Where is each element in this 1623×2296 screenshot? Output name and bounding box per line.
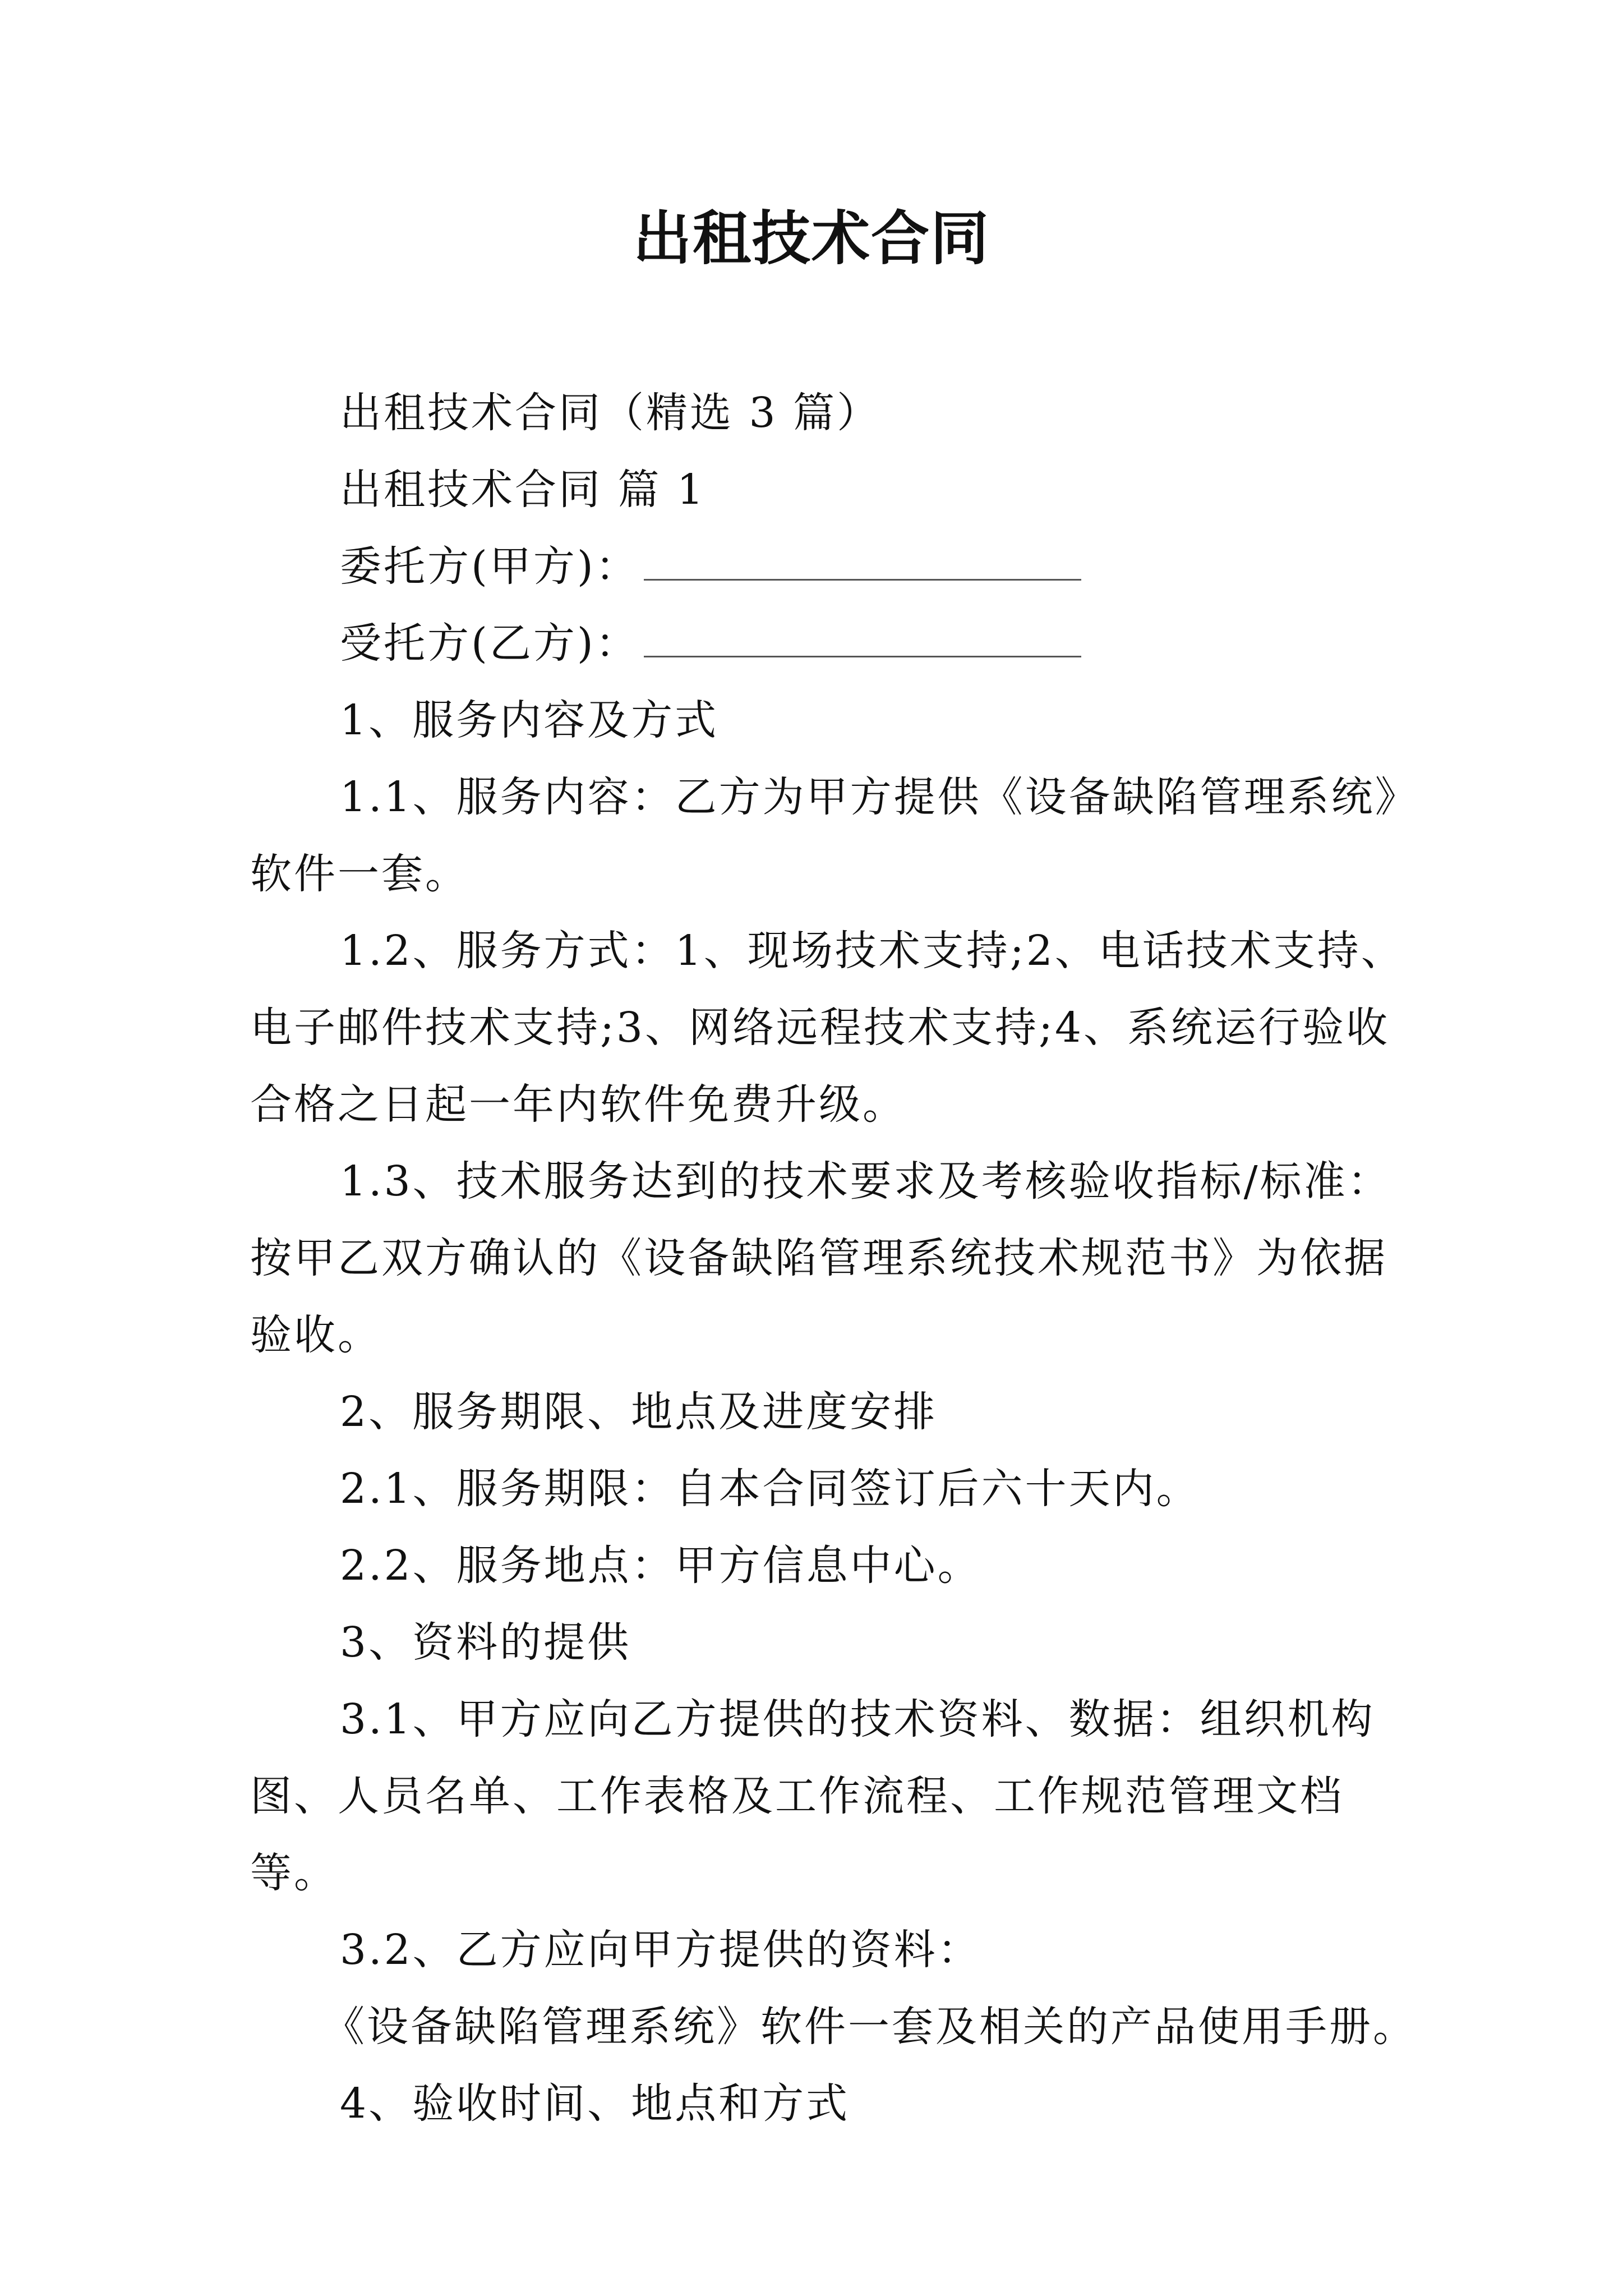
section-heading-3: 3、资料的提供	[340, 1618, 631, 1667]
party-a-line	[250, 528, 1417, 605]
party-b-label: 受托方(乙方)：	[340, 619, 639, 668]
party-b-blank-field[interactable]	[644, 614, 1081, 657]
paragraph-3-2-detail: 《设备缺陷管理系统》软件一套及相关的产品使用手册。	[323, 2003, 1417, 2051]
paragraph-2-1: 2.1、服务期限：自本合同签订后六十天内。	[340, 1465, 1200, 1513]
section-heading-4: 4、验收时间、地点和方式	[340, 2079, 850, 2128]
document-title: 出租技术合同	[633, 204, 990, 273]
section-heading-2: 2、服务期限、地点及进度安排	[340, 1388, 938, 1436]
party-a-label: 委托方(甲方)：	[340, 542, 639, 591]
document-subtitle: 出租技术合同（精选 3 篇）	[340, 389, 881, 437]
section-heading-1: 1、服务内容及方式	[340, 696, 719, 744]
document-body	[250, 375, 1417, 2142]
section-heading-part-1: 出租技术合同 篇 1	[340, 466, 706, 514]
paragraph-3-2: 3.2、乙方应向甲方提供的资料：	[340, 1926, 981, 1974]
party-a-blank-field[interactable]	[644, 537, 1081, 581]
paragraph-2-2: 2.2、服务地点：甲方信息中心。	[340, 1542, 981, 1590]
paragraph-1-2: 1.2、服务方式：1、现场技术支持;2、电话技术支持、电子邮件技术支持;3、网络远程技术支持;4、系统运行验收合格之日起一年内软件免费升级。	[250, 927, 1405, 1129]
paragraph-1-1: 1.1、服务内容：乙方为甲方提供《设备缺陷管理系统》软件一套。	[250, 773, 1398, 898]
paragraph-1-3: 1.3、技术服务达到的技术要求及考核验收指标/标准：按甲乙双方确认的《设备缺陷管理系统技术规范书》为依据验收。	[250, 1157, 1391, 1359]
paragraph-3-1: 3.1、甲方应向乙方提供的技术资料、数据：组织机构图、人员名单、工作表格及工作流程、工作规范管理文档等。	[250, 1695, 1375, 1897]
party-b-line	[250, 605, 1417, 682]
